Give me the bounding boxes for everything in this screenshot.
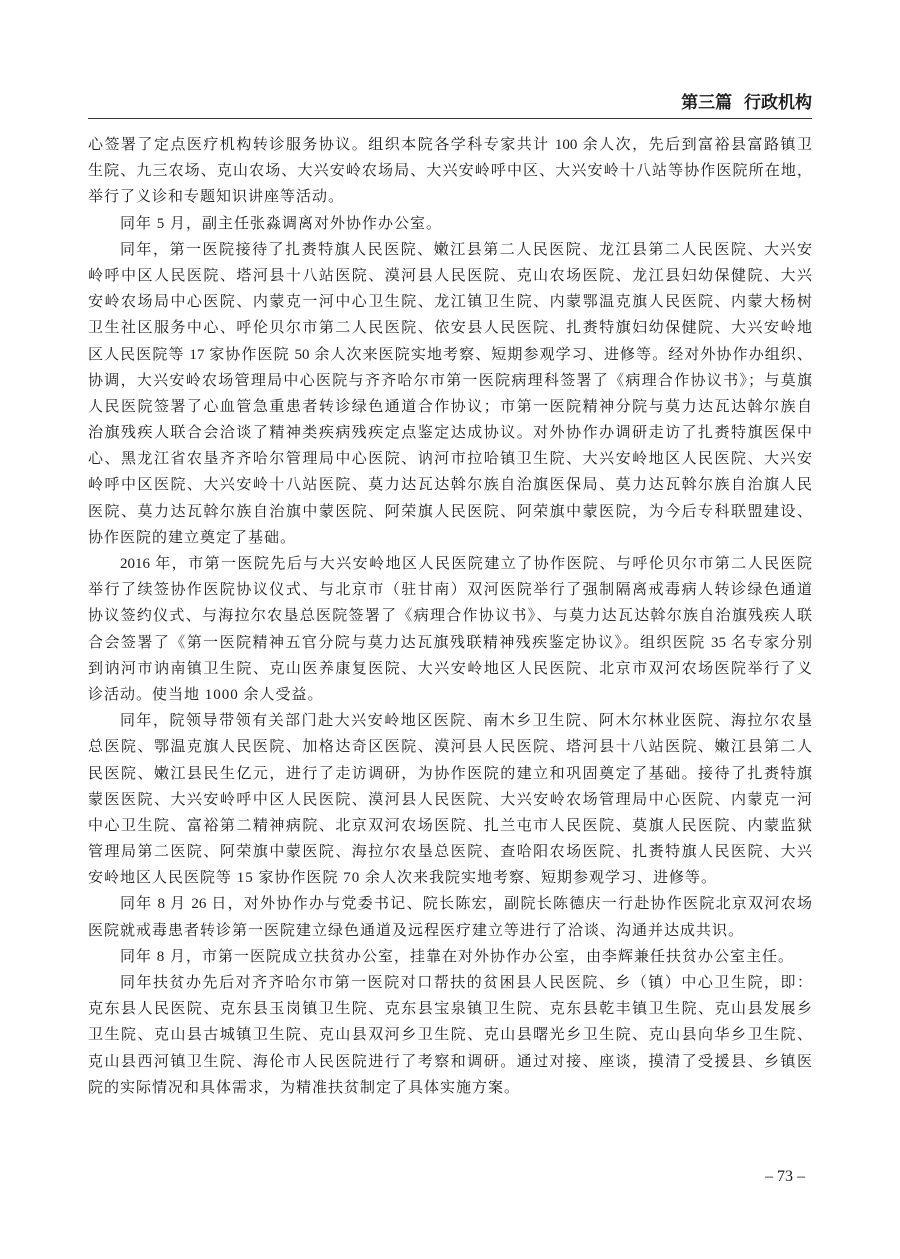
- text-line: 人民医院签署了心血管急重患者转诊绿色通道合作协议；市第一医院精神分院与莫力达瓦达斡尔族自: [88, 398, 812, 415]
- text-line: 同年扶贫办先后对齐齐哈尔市第一医院对口帮扶的贫困县人民医院、乡（镇）中心卫生院，即：: [120, 975, 812, 991]
- text-line: 卫生社区服务中心、呼伦贝尔市第二人民医院、依安县人民医院、扎赉特旗妇幼保健院、大兴安岭地: [88, 320, 812, 337]
- body-text: [88, 132, 812, 1101]
- text-line: 举行了续签协作医院协议仪式、与北京市（驻甘南）双河医院举行了强制隔离戒毒病人转诊绿色通道: [88, 582, 812, 599]
- text-line: 管理局第二医院、阿荣旗中蒙医院、海拉尔农垦总医院、查哈阳农场医院、扎赉特旗人民医院、大兴: [88, 844, 812, 861]
- text-line: 卫生院、克山县古城镇卫生院、克山县双河乡卫生院、克山县曙光乡卫生院、克山县向华乡卫生院、: [88, 1027, 812, 1044]
- text-line: 民医院、嫩江县民生亿元，进行了走访调研，为协作医院的建立和巩固奠定了基础。接待了扎赉特旗: [88, 765, 812, 782]
- text-line: 院的实际情况和具体需求，为精准扶贫制定了具体实施方案。: [88, 1079, 521, 1096]
- paragraph: [88, 132, 812, 211]
- text-line: 协议签约仪式、与海拉尔农垦总医院签署了《病理合作协议书》、与莫力达瓦达斡尔族自治旗残疾人联: [88, 608, 812, 625]
- text-line: 心、黑龙江省农垦齐齐哈尔管理局中心医院、讷河市拉哈镇卫生院、大兴安岭地区人民医院、大兴安: [88, 451, 812, 468]
- text-line: 治旗残疾人联合会洽谈了精神类疾病残疾定点鉴定达成协议。对外协作办调研走访了扎赉特旗医保中: [88, 425, 812, 442]
- running-head-title: 第三篇 行政机构: [681, 93, 812, 113]
- paragraph: [88, 708, 812, 891]
- text-line: 区人民医院等 17 家协作医院 50 余人次来医院实地考察、短期参观学习、进修等。经对外协作办组织、: [88, 346, 812, 363]
- text-line: 安岭地区人民医院等 15 家协作医院 70 余人次来我院实地考察、短期参观学习、进修等。: [88, 870, 718, 887]
- paragraph: [88, 970, 812, 1101]
- text-line: 生院、九三农场、克山农场、大兴安岭农场局、大兴安岭呼中区、大兴安岭十八站等协作医院所在地，: [88, 163, 812, 180]
- text-line: 同年 5 月，副主任张淼调离对外协作办公室。: [120, 215, 443, 232]
- text-line: 同年 8 月，市第一医院成立扶贫办公室，挂靠在对外协作办公室，由李辉兼任扶贫办公室主任。: [120, 948, 795, 965]
- header-rule: [88, 118, 812, 119]
- text-line: 总医院、鄂温克旗人民医院、加格达奇区医院、漠河县人民医院、塔河县十八站医院、嫩江县第二人: [88, 739, 812, 756]
- text-line: 安岭农场局中心医院、内蒙克一河中心卫生院、龙江镇卫生院、内蒙鄂温克旗人民医院、内蒙大杨树: [88, 294, 812, 311]
- text-line: 同年 8 月 26 日，对外协作办与党委书记、院长陈宏，副院长陈德庆一行赴协作医院北京双河农场: [120, 896, 812, 913]
- text-line: 协作医院的建立奠定了基础。: [88, 529, 297, 546]
- paragraph: [88, 944, 812, 970]
- paragraph: [88, 891, 812, 943]
- page-number: – 73 –: [765, 1168, 805, 1185]
- paragraph: [88, 237, 812, 551]
- text-line: 协调，大兴安岭农场管理局中心医院与齐齐哈尔市第一医院病理科签署了《病理合作协议书》；与莫旗: [88, 372, 812, 389]
- text-line: 举行了义诊和专题知识讲座等活动。: [88, 189, 345, 206]
- text-line: 同年，院领导带领有关部门赴大兴安岭地区医院、南木乡卫生院、阿木尔林业医院、海拉尔农垦: [120, 713, 812, 730]
- text-line: 合会签署了《第一医院精神五官分院与莫力达瓦旗残联精神残疾鉴定协议》。组织医院 35 名专家分别: [88, 634, 812, 651]
- text-line: 岭呼中区医院、大兴安岭十八站医院、莫力达瓦达斡尔族自治旗医保局、莫力达瓦斡尔族自治旗人民: [88, 477, 812, 494]
- paragraph: [88, 551, 812, 708]
- text-line: 到讷河市讷南镇卫生院、克山医养康复医院、大兴安岭地区人民医院、北京市双河农场医院举行了义: [88, 660, 812, 677]
- text-line: 蒙医医院、大兴安岭呼中区人民医院、漠河县人民医院、大兴安岭农场管理局中心医院、内蒙克一河: [88, 791, 812, 808]
- text-line: 同年，第一医院接待了扎赉特旗人民医院、嫩江县第二人民医院、龙江县第二人民医院、大兴安: [120, 241, 812, 258]
- text-line: 医院、莫力达瓦斡尔族自治旗中蒙医院、阿荣旗人民医院、阿荣旗中蒙医院，为今后专科联盟建设、: [88, 503, 812, 520]
- paragraph: [88, 211, 812, 237]
- text-line: 心签署了定点医疗机构转诊服务协议。组织本院各学科专家共计 100 余人次，先后到富裕县富路镇卫: [88, 137, 812, 153]
- text-line: 中心卫生院、富裕第二精神病院、北京双河农场医院、扎兰屯市人民医院、莫旗人民医院、内蒙监狱: [88, 817, 812, 834]
- text-line: 医院就戒毒患者转诊第一医院建立绿色通道及远程医疗建立等进行了洽谈、沟通并达成共识。: [88, 922, 745, 939]
- text-line: 2016 年，市第一医院先后与大兴安岭地区人民医院建立了协作医院、与呼伦贝尔市第二人民医院: [120, 556, 812, 572]
- text-line: 岭呼中区人民医院、塔河县十八站医院、漠河县人民医院、克山农场医院、龙江县妇幼保健院、大兴: [88, 267, 812, 284]
- text-line: 诊活动。使当地 1000 余人受益。: [88, 686, 324, 703]
- text-line: 克东县人民医院、克东县玉岗镇卫生院、克东县宝泉镇卫生院、克东县乾丰镇卫生院、克山县发展乡: [88, 1001, 812, 1018]
- text-line: 克山县西河镇卫生院、海伦市人民医院进行了考察和调研。通过对接、座谈，摸清了受援县、乡镇医: [88, 1053, 812, 1070]
